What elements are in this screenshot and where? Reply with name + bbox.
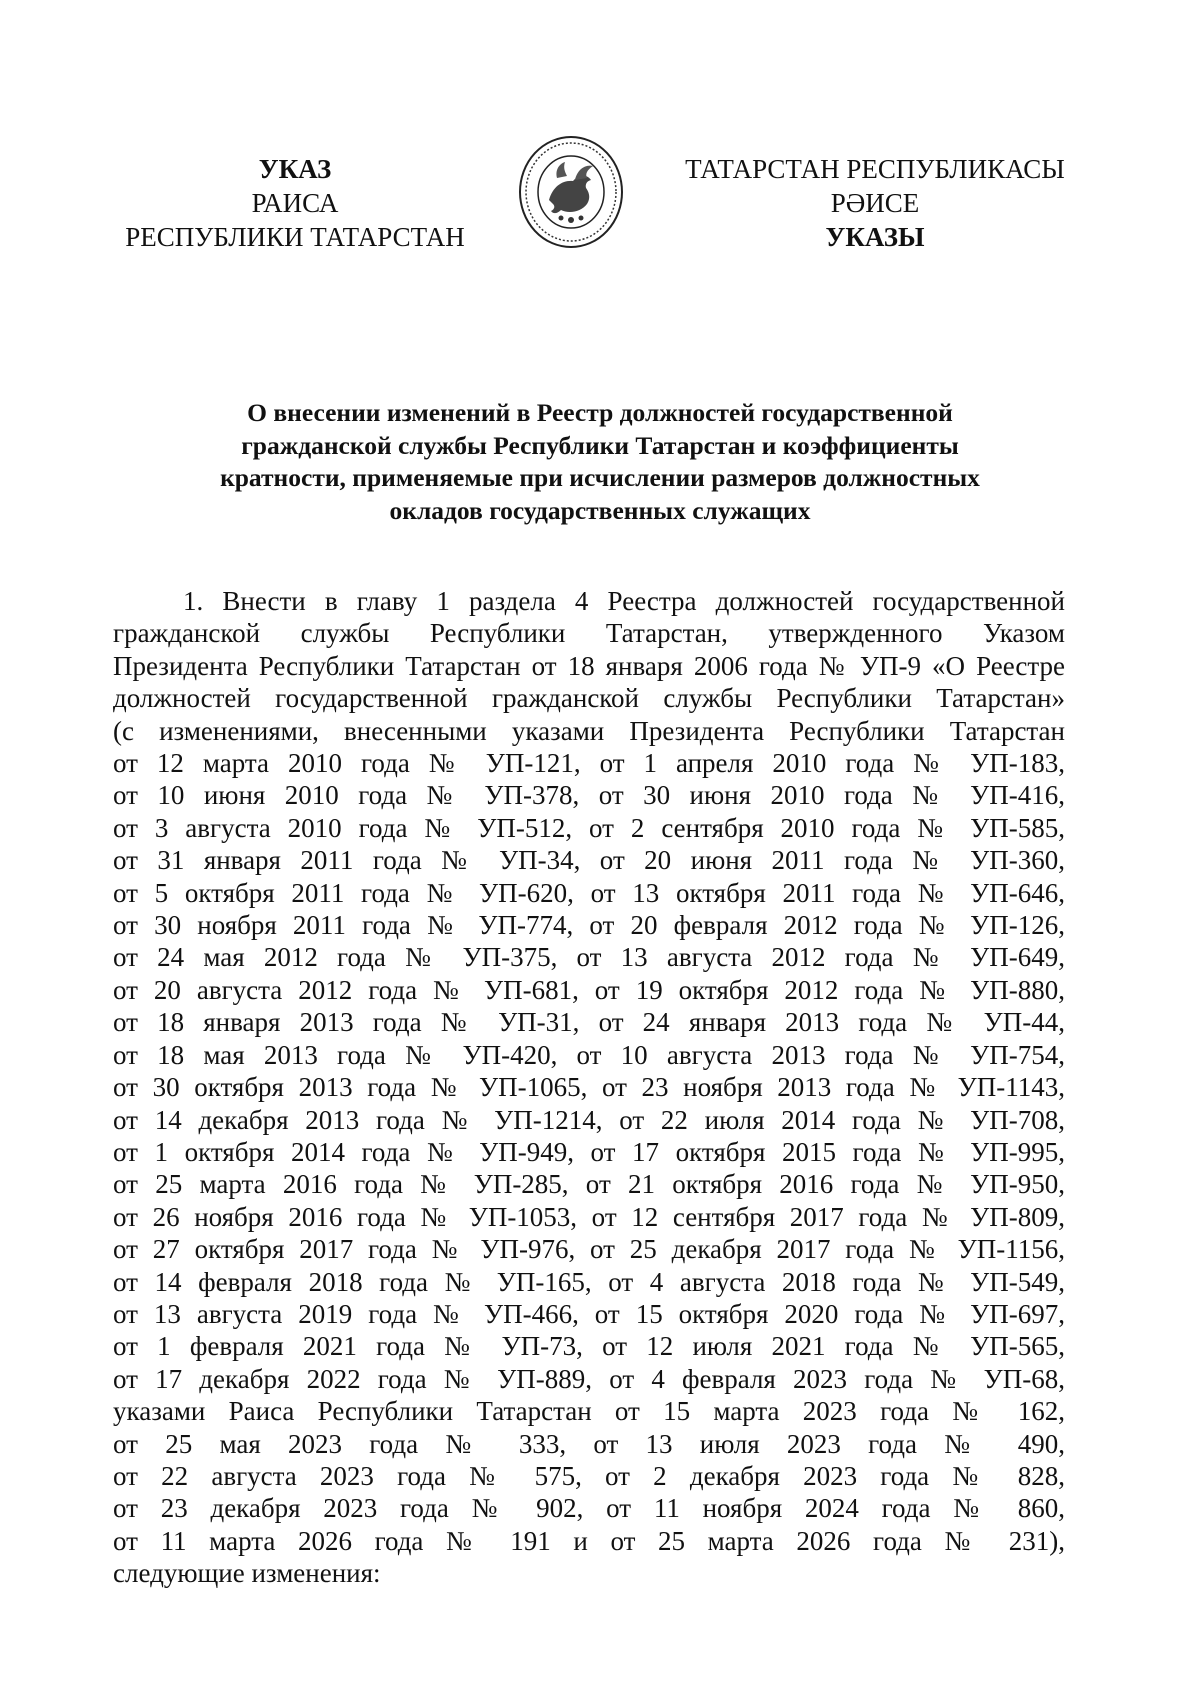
decree-label-tt: УКАЗЫ — [825, 222, 925, 252]
document-title — [140, 397, 1060, 527]
paragraph-line: Президента Республики Татарстан от 18 января 2006 года № УП-9 «О Реестре — [113, 650, 1065, 681]
paragraph-line: (с изменениями, внесенными указами Президента Республики Татарстан — [113, 715, 1065, 746]
paragraph-line: гражданской службы Республики Татарстан, утвержденного Указом — [113, 618, 1065, 649]
paragraph-line: от 1 октября 2014 года № УП-949, от 17 октября 2015 года № УП-995, — [113, 1136, 1065, 1167]
paragraph-line: от 25 марта 2016 года № УП-285, от 21 октября 2016 года № УП-950, — [113, 1169, 1065, 1200]
paragraph-line: от 3 августа 2010 года № УП-512, от 2 сентября 2010 года № УП-585, — [113, 812, 1065, 843]
issuer-block-tatar — [665, 152, 1085, 254]
paragraph-line: от 10 июня 2010 года № УП-378, от 30 июня 2010 года № УП-416, — [113, 780, 1065, 811]
issuer-title-ru: РАИСА — [251, 188, 339, 218]
paragraph-line: от 12 марта 2010 года № УП-121, от 1 апреля 2010 года № УП-183, — [113, 748, 1065, 779]
paragraph-line: от 26 ноября 2016 года № УП-1053, от 12 сентября 2017 года № УП-809, — [113, 1201, 1065, 1232]
paragraph-line: от 13 августа 2019 года № УП-466, от 15 октября 2020 года № УП-697, — [113, 1298, 1065, 1329]
paragraph-line: указами Раиса Республики Татарстан от 15 марта 2023 года № 162, — [113, 1396, 1065, 1427]
paragraph-line: от 5 октября 2011 года № УП-620, от 13 октября 2011 года № УП-646, — [113, 877, 1065, 908]
issuer-title-tt: РӘИСЕ — [830, 188, 920, 218]
paragraph-line: от 27 октября 2017 года № УП-976, от 25 декабря 2017 года № УП-1156, — [113, 1234, 1065, 1265]
paragraph-line: от 17 декабря 2022 года № УП-889, от 4 февраля 2023 года № УП-68, — [113, 1363, 1065, 1394]
paragraph-line: от 18 мая 2013 года № УП-420, от 10 августа 2013 года № УП-754, — [113, 1039, 1065, 1070]
title-line: окладов государственных служащих — [389, 495, 811, 525]
paragraph-line: от 24 мая 2012 года № УП-375, от 13 августа 2012 года № УП-649, — [113, 942, 1065, 973]
paragraph-line: от 22 августа 2023 года № 575, от 2 декабря 2023 года № 828, — [113, 1460, 1065, 1491]
paragraph-line: 1. Внести в главу 1 раздела 4 Реестра должностей государственной — [183, 586, 1065, 616]
paragraph-line: от 30 ноября 2011 года № УП-774, от 20 февраля 2012 года № УП-126, — [113, 910, 1065, 941]
paragraph-line: следующие изменения: — [113, 1558, 381, 1589]
issuer-block-russian — [115, 152, 475, 254]
paragraph-line: от 18 января 2013 года № УП-31, от 24 января 2013 года № УП-44, — [113, 1007, 1065, 1038]
decree-paragraph-1 — [113, 585, 1065, 1590]
paragraph-line: от 14 февраля 2018 года № УП-165, от 4 августа 2018 года № УП-549, — [113, 1266, 1065, 1297]
paragraph-line: от 30 октября 2013 года № УП-1065, от 23 ноября 2013 года № УП-1143, — [113, 1072, 1065, 1103]
title-line: гражданской службы Республики Татарстан и коэффициенты — [241, 430, 959, 460]
paragraph-line: от 1 февраля 2021 года № УП-73, от 12 июля 2021 года № УП-565, — [113, 1331, 1065, 1362]
coat-of-arms-icon — [517, 134, 625, 250]
decree-label-ru: УКАЗ — [258, 154, 332, 184]
issuer-republic-tt: ТАТАРСТАН РЕСПУБЛИКАСЫ — [685, 154, 1065, 184]
paragraph-line: от 11 марта 2026 года № 191 и от 25 марта 2026 года № 231), — [113, 1525, 1065, 1556]
paragraph-line: от 20 августа 2012 года № УП-681, от 19 октября 2012 года № УП-880, — [113, 974, 1065, 1005]
paragraph-line: должностей государственной гражданской службы Республики Татарстан» — [113, 683, 1065, 714]
paragraph-line: от 14 декабря 2013 года № УП-1214, от 22 июля 2014 года № УП-708, — [113, 1104, 1065, 1135]
title-line: кратности, применяемые при исчислении размеров должностных — [220, 463, 980, 492]
paragraph-line: от 23 декабря 2023 года № 902, от 11 ноября 2024 года № 860, — [113, 1493, 1065, 1524]
paragraph-line: от 25 мая 2023 года № 333, от 13 июля 2023 года № 490, — [113, 1428, 1065, 1459]
issuer-republic-ru: РЕСПУБЛИКИ ТАТАРСТАН — [125, 222, 465, 252]
title-line: О внесении изменений в Реестр должностей государственной — [247, 398, 953, 427]
paragraph-line: от 31 января 2011 года № УП-34, от 20 июня 2011 года № УП-360, — [113, 845, 1065, 876]
